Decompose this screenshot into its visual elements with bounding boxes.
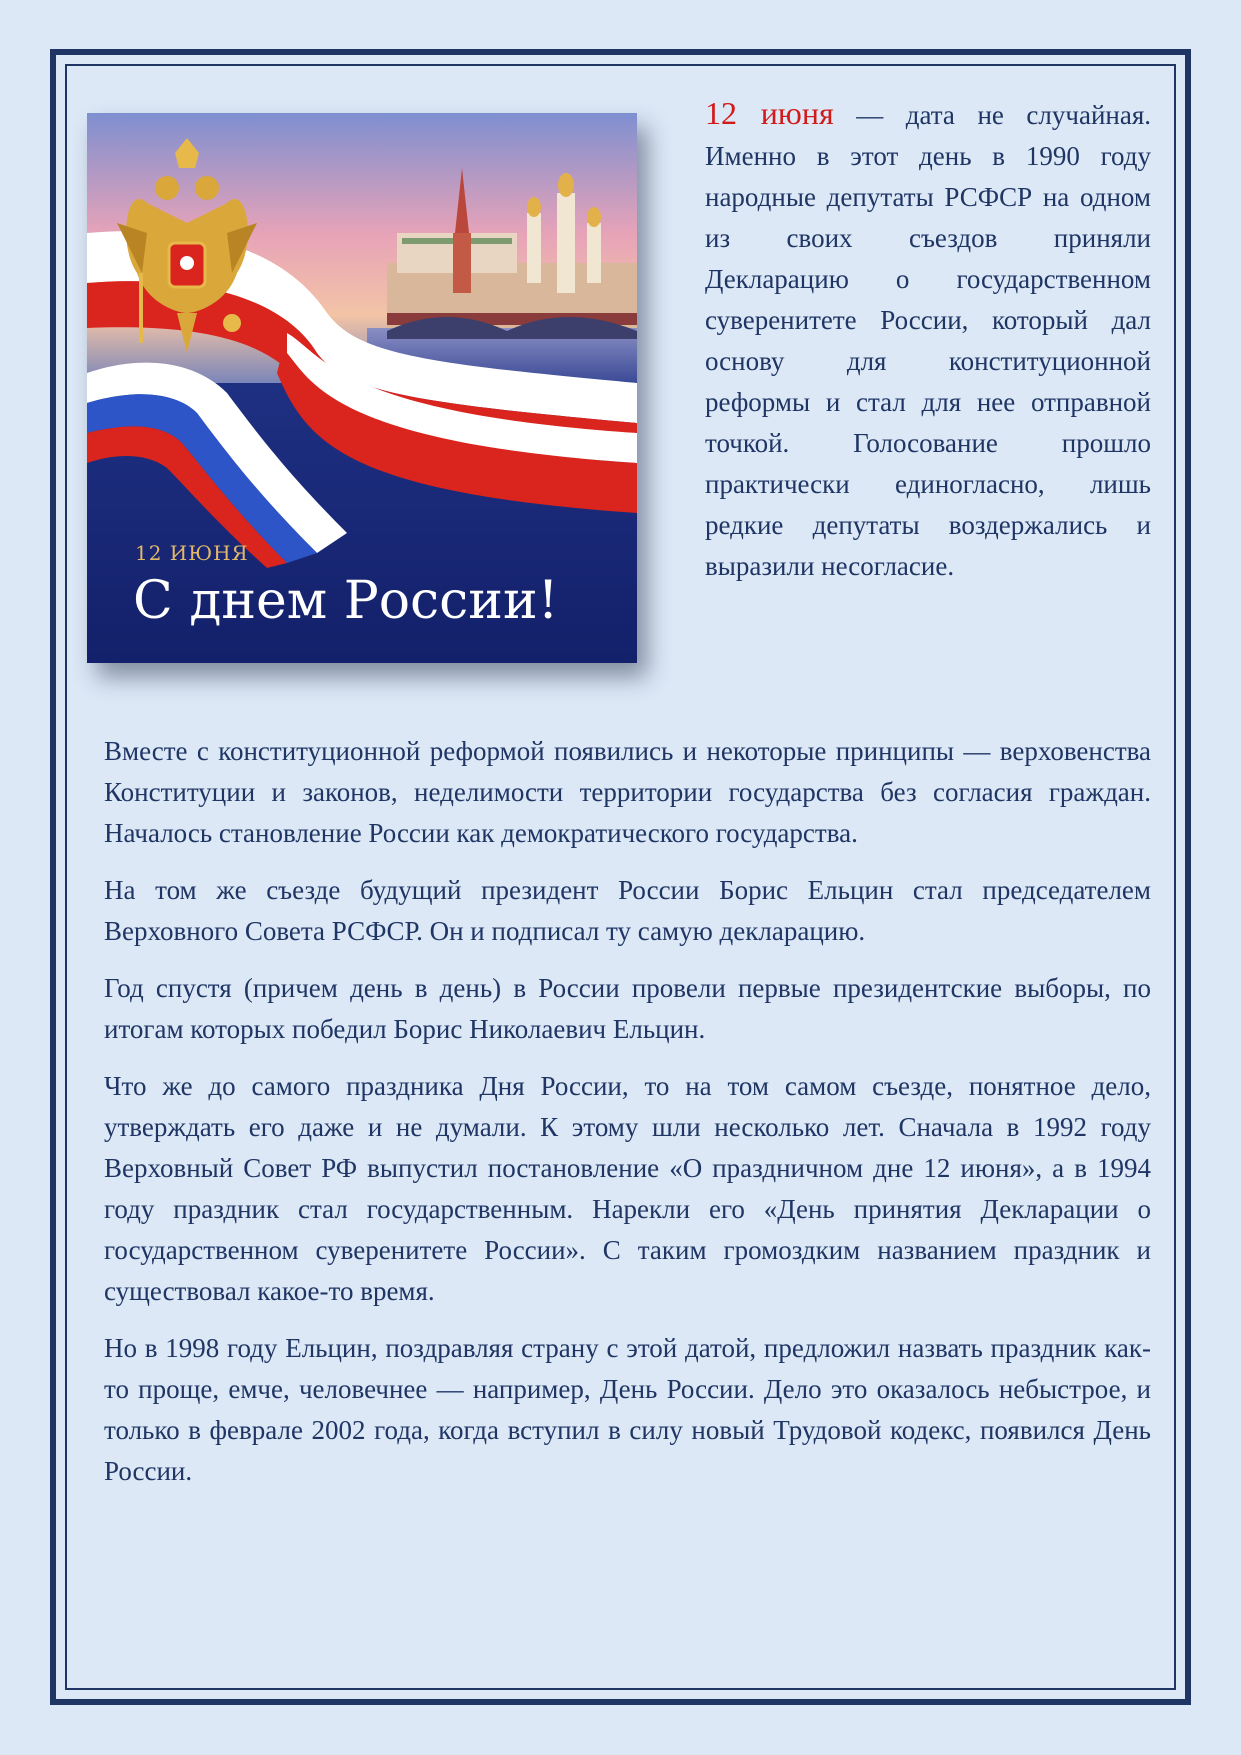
paragraph: Что же до самого праздника Дня России, то на том самом съезде, понятное дело, утверждать его даже и не думали. К этому шли несколько лет. Сначала в 1992 году Верховный Совет РФ выпустил постановление «О праздничном дне 12 июня», а в 1994 году праздник стал государственным. Нарекли его «День принятия Декларации о государственном суверенитете России». С таким громоздким названием праздник и существовал какое-то время.: [104, 1071, 1151, 1306]
intro-paragraph: [705, 93, 1151, 587]
paragraph: Вместе с конституционной реформой появились и некоторые принципы — верховенства Конституции и законов, неделимости территории государства без согласия граждан. Началось становление России как демократического государства.: [104, 736, 1151, 848]
paragraph: Но в 1998 году Ельцин, поздравляя страну с этой датой, предложил назвать праздник как-то проще, емче, человечнее — например, День России. Дело это оказалось небыстрое, и только в феврале 2002 года, когда вступил в силу новый Трудовой кодекс, появился День России.: [104, 1333, 1151, 1486]
paragraph: На том же съезде будущий президент России Борис Ельцин стал председателем Верховного Совета РСФСР. Он и подписал ту самую декларацию.: [104, 875, 1151, 946]
intro-text: — дата не случайная. Именно в этот день в 1990 году народные депутаты РСФСР на одном из своих съездов приняли Декларацию о государственном суверенитете России, который дал основу для конституционной реформы и стал для нее отправной точкой. Голосование прошло практически единогласно, лишь редкие депутаты воздержались и выразили несогласие.: [705, 100, 1151, 581]
article-body: [104, 731, 1151, 1508]
poster-title: С днем России!: [133, 571, 559, 631]
poster-subtitle: 12 ИЮНЯ: [135, 541, 249, 565]
russia-day-poster: [87, 113, 637, 663]
highlight-date: 12 июня: [705, 95, 834, 131]
paragraph: Год спустя (причем день в день) в России провели первые президентские выборы, по итогам которых победил Борис Николаевич Ельцин.: [104, 973, 1151, 1044]
